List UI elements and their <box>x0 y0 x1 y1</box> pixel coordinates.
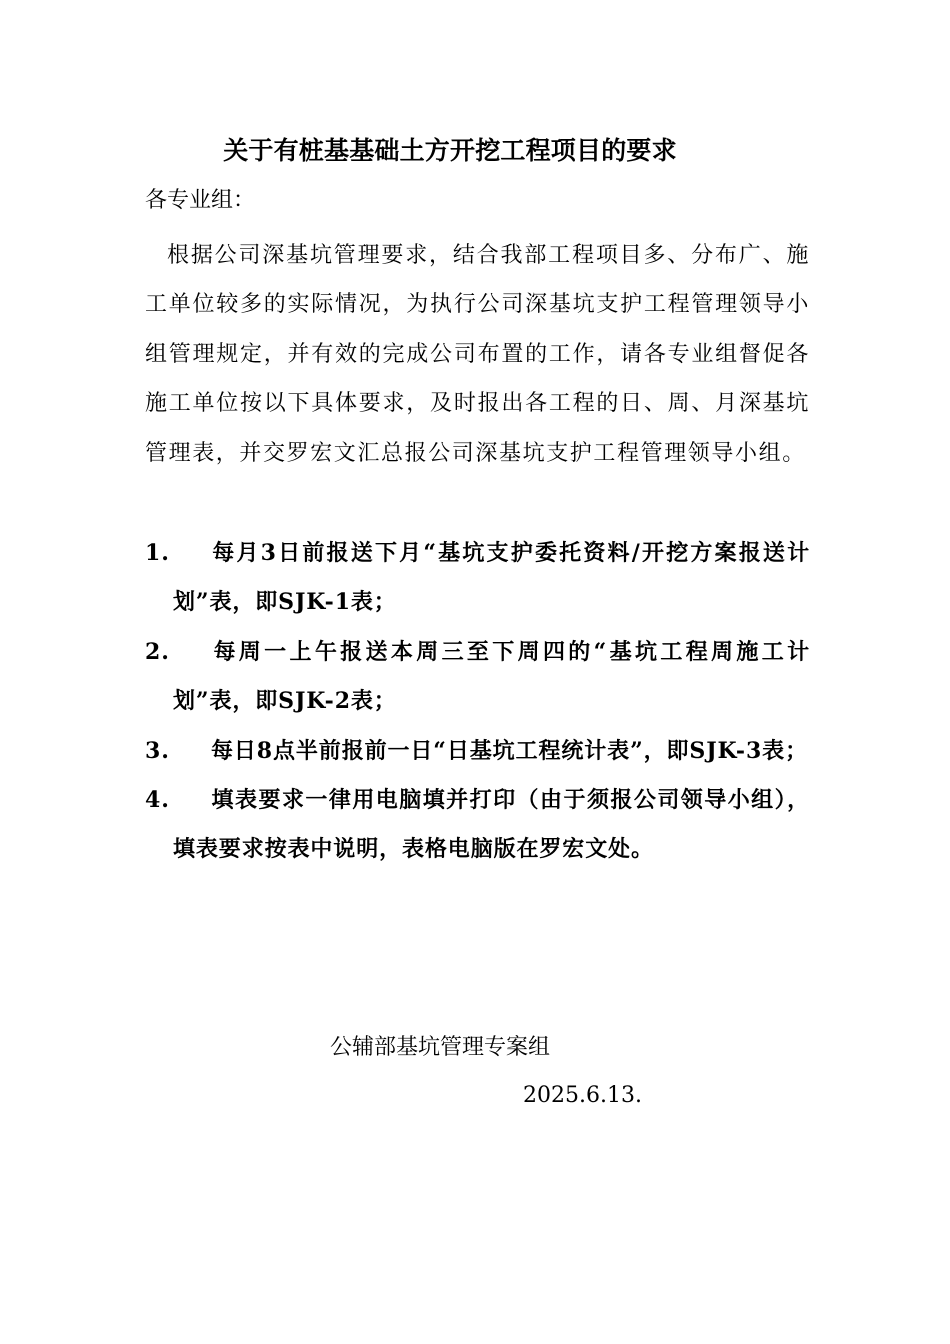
list-item <box>145 776 810 875</box>
list-item-number: 4. <box>145 787 170 814</box>
list-item-text: 填表要求一律用电脑填并打印（由于须报公司领导小组），填表要求按表中说明，表格电脑版在罗宏文处。 <box>173 787 810 863</box>
list-item-text: 每周一上午报送本周三至下周四的“基坑工程周施工计划”表，即SJK-2表； <box>173 638 810 715</box>
list-item <box>145 529 810 628</box>
document-date: 2025.6.13. <box>523 1083 642 1108</box>
requirements-list <box>145 529 810 875</box>
list-item-number: 1. <box>145 540 170 566</box>
list-item-number: 2. <box>145 638 170 665</box>
salutation: 各专业组： <box>145 188 256 213</box>
list-item-number: 3. <box>145 737 170 764</box>
document-title: 关于有桩基基础土方开挖工程项目的要求 <box>223 136 677 165</box>
list-item-text: 每日8点半前报前一日“日基坑工程统计表”，即SJK-3表； <box>211 737 808 764</box>
list-item-text: 每月3日前报送下月“基坑支护委托资料/开挖方案报送计划”表，即SJK-1表； <box>173 540 810 616</box>
intro-paragraph: 根据公司深基坑管理要求，结合我部工程项目多、分布广、施工单位较多的实际情况，为执行公司深基坑支护工程管理领导小组管理规定，并有效的完成公司布置的工作，请各专业组督促各施工单位按以下具体要求，及时报出各工程的日、周、月深基坑管理表，并交罗宏文汇总报公司深基坑支护工程管理领导小组。 <box>145 243 810 466</box>
signature: 公辅部基坑管理专案组 <box>330 1035 551 1060</box>
list-item <box>145 628 810 727</box>
list-item <box>145 727 810 776</box>
